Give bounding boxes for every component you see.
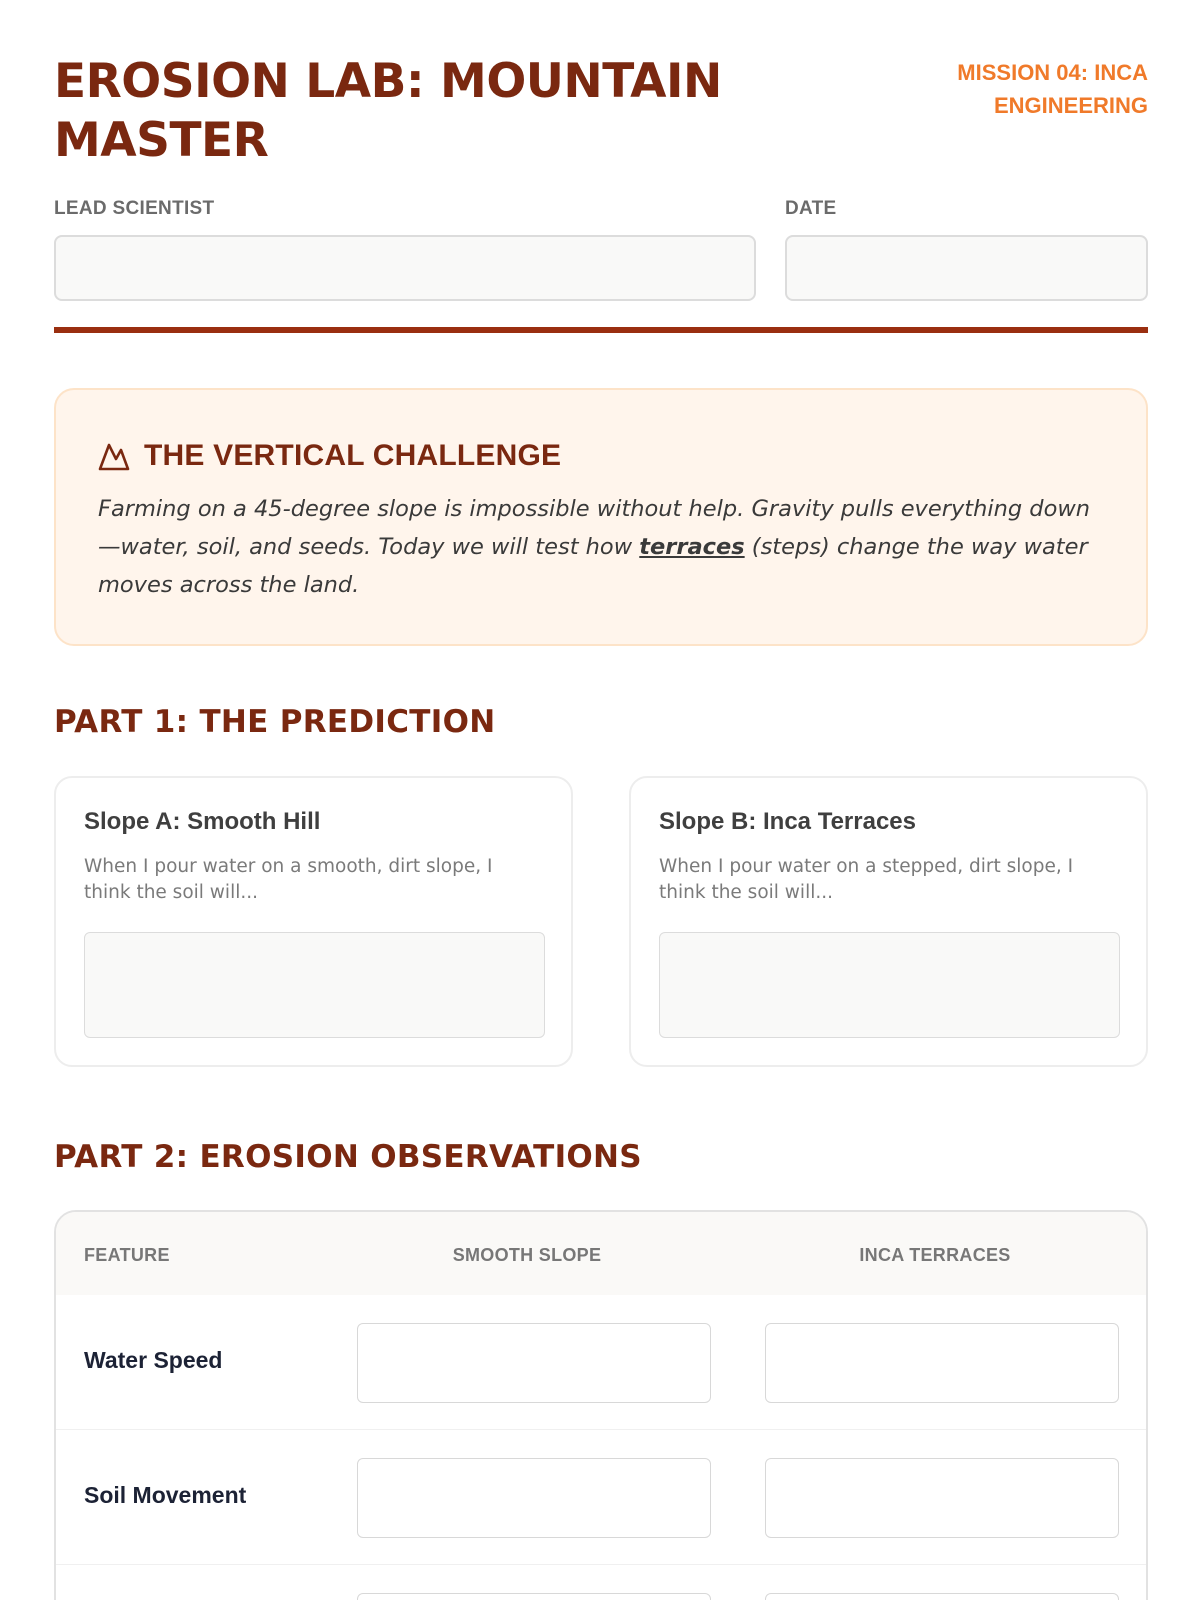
scientist-input[interactable]	[54, 235, 756, 301]
date-label: DATE	[785, 198, 837, 219]
observation-table	[54, 1210, 1148, 1600]
prediction-input-a[interactable]	[84, 932, 545, 1038]
card-title: Slope A: Smooth Hill	[84, 808, 321, 835]
card-title: Slope B: Inca Terraces	[659, 808, 916, 835]
row-label: Soil Movement	[84, 1482, 247, 1508]
column-header-terraces: INCA TERRACES	[859, 1245, 1011, 1265]
challenge-heading	[98, 438, 561, 474]
smooth-cell-input[interactable]	[357, 1323, 711, 1403]
part2-heading: PART 2: EROSION OBSERVATIONS	[54, 1139, 642, 1175]
table-row	[56, 1430, 1146, 1565]
smooth-cell-input[interactable]	[357, 1458, 711, 1538]
challenge-text-before: Farming on a 45-degree slope is impossible without help. Gravity pulls everything down—water, soil, and seeds. Today we will test how	[98, 496, 1091, 560]
card-prompt: When I pour water on a smooth, dirt slope, I think the soil will...	[84, 856, 493, 903]
date-input[interactable]	[785, 235, 1148, 301]
smooth-cell-input[interactable]	[357, 1593, 711, 1600]
terraces-cell-input[interactable]	[765, 1323, 1119, 1403]
column-header-smooth: SMOOTH SLOPE	[452, 1245, 602, 1265]
challenge-callout	[54, 388, 1148, 646]
challenge-title: THE VERTICAL CHALLENGE	[144, 439, 562, 472]
mountain-icon	[98, 441, 130, 471]
scientist-label: LEAD SCIENTIST	[54, 198, 215, 219]
column-header-feature: FEATURE	[84, 1245, 170, 1265]
table-header	[56, 1212, 1146, 1295]
prediction-card-b	[629, 776, 1148, 1067]
prediction-input-b[interactable]	[659, 932, 1120, 1038]
worksheet-header	[54, 52, 1148, 172]
card-prompt: When I pour water on a stepped, dirt slope, I think the soil will...	[659, 856, 1074, 903]
terraces-cell-input[interactable]	[765, 1458, 1119, 1538]
challenge-keyword: terraces	[639, 534, 745, 560]
challenge-text-after: (steps) change the way water moves across the land.	[98, 534, 1088, 598]
row-label: Water Speed	[84, 1347, 223, 1373]
table-row	[56, 1295, 1146, 1430]
challenge-text	[98, 490, 1108, 604]
page-title: EROSION LAB: MOUNTAIN MASTER	[54, 54, 722, 168]
header-divider	[54, 327, 1148, 333]
terraces-cell-input[interactable]	[765, 1593, 1119, 1600]
part1-heading: PART 1: THE PREDICTION	[54, 704, 496, 740]
worksheet-page	[54, 0, 1148, 1600]
table-row	[56, 1565, 1146, 1600]
prediction-card-a	[54, 776, 573, 1067]
mission-label: MISSION 04: INCA ENGINEERING	[957, 60, 1148, 118]
